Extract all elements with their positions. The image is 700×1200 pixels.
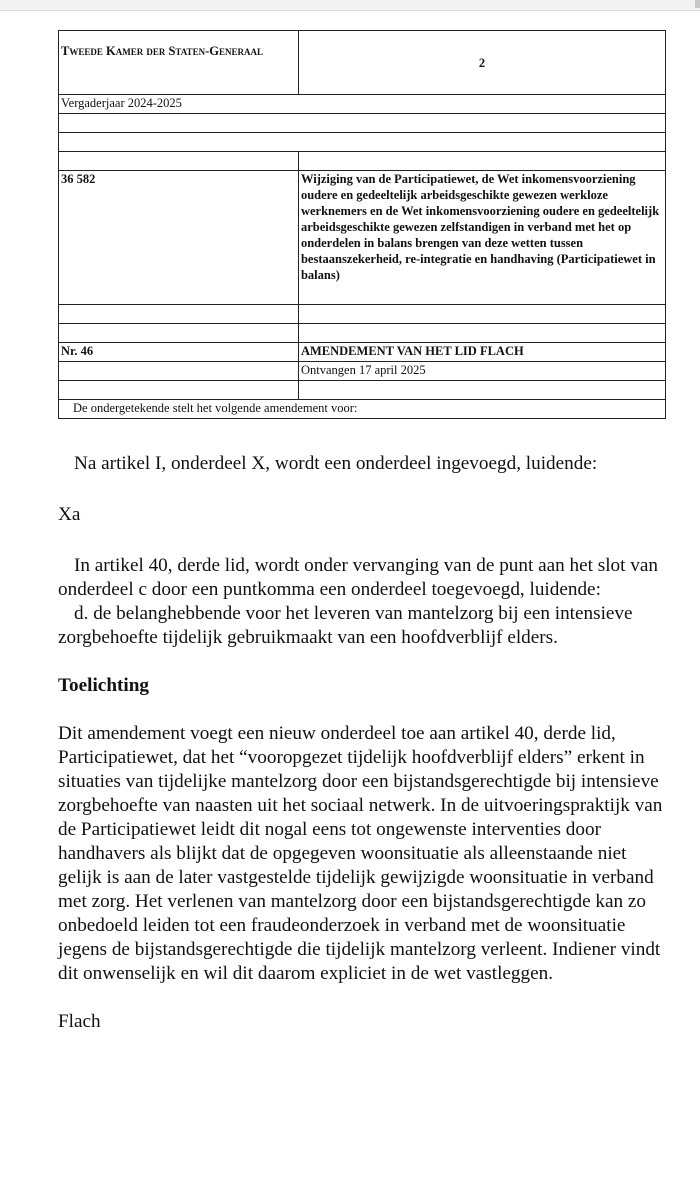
top-toolbar-strip [0,0,700,11]
empty-cell [59,305,299,324]
empty-cell [59,324,299,343]
empty-cell [298,152,665,171]
intro-line: De ondergetekende stelt het volgende amendement voor: [59,400,666,419]
empty-cell [298,324,665,343]
empty-cell [59,362,299,381]
empty-cell [59,152,299,171]
empty-row [59,133,666,152]
received-date: Ontvangen 17 april 2025 [298,362,665,381]
dossier-number: 36 582 [59,171,299,305]
empty-cell [59,381,299,400]
empty-cell [298,381,665,400]
dossier-title: Wijziging van de Participatiewet, de Wet inkomensvoorziening oudere en gedeeltelijk arbeidsgeschikte gewezen werkloze werknemers en de Wet inkomensvoorziening oudere en gedeeltelijk arbeidsgeschikte gewezen zelfstandigen in verband met het op onderdelen in balans brengen van deze wetten tussen bestaanszekerheid, re-integratie en handhaving (Participatiewet in balans) [298,171,665,305]
item-title: AMENDEMENT VAN HET LID FLACH [298,343,665,362]
scrollbar-thumb[interactable] [695,0,700,8]
empty-cell [298,305,665,324]
document-header-table [58,30,666,419]
explanation-paragraph: Dit amendement voegt een nieuw onderdeel toe aan artikel 40, derde lid, Participatiewet, dat het “vooropgezet tijdelijk hoofdverblijf elders” erkent in situaties van tijdelijke mantelzorg door een bijstandsgerechtigde bij intensieve zorgbehoefte van naasten uit het sociaal netwerk. In de uitvoeringspraktijk van de Participatiewet leidt dit nogal eens tot ongewenste interventies door handhavers als blijkt dat de opgegeven woonsituatie als alleenstaande niet gelijk is aan de later vastgestelde tijdelijk gewijzigde woonsituatie in verband met zorg. Het verlenen van mantelzorg door een bijstandsgerechtigde kan zo onbedoeld leiden tot een fraudeonderzoek in verband met de woonsituatie jegens de bijstandsgerechtigde die tijdelijk mantelzorg verleent. Indiener vindt dit onwenselijk en wil dit daarom expliciet in de wet vastleggen. [58,723,663,984]
heading-toelichting: Toelichting [58,675,149,696]
chamber-title: Tweede Kamer der Staten-Generaal [59,31,299,95]
empty-row [59,114,666,133]
document-number: 2 [298,31,665,95]
paragraph-subitem-d: d. de belanghebbende voor het leveren van mantelzorg bij een intensieve zorgbehoefte tijdelijk gebruikmaakt van een hoofdverblijf elders. [58,603,633,648]
signature: Flach [58,1011,101,1032]
item-number: Nr. 46 [59,343,299,362]
section-label: Xa [58,504,81,525]
paragraph-article-40: In artikel 40, derde lid, wordt onder vervanging van de punt aan het slot van onderdeel c door een puntkomma een onderdeel toegevoegd, luidende: [58,555,658,600]
amendment-body [58,452,672,1034]
session-year: Vergaderjaar 2024-2025 [59,95,666,114]
paragraph-insertion: Na artikel I, onderdeel X, wordt een onderdeel ingevoegd, luidende: [74,453,598,474]
